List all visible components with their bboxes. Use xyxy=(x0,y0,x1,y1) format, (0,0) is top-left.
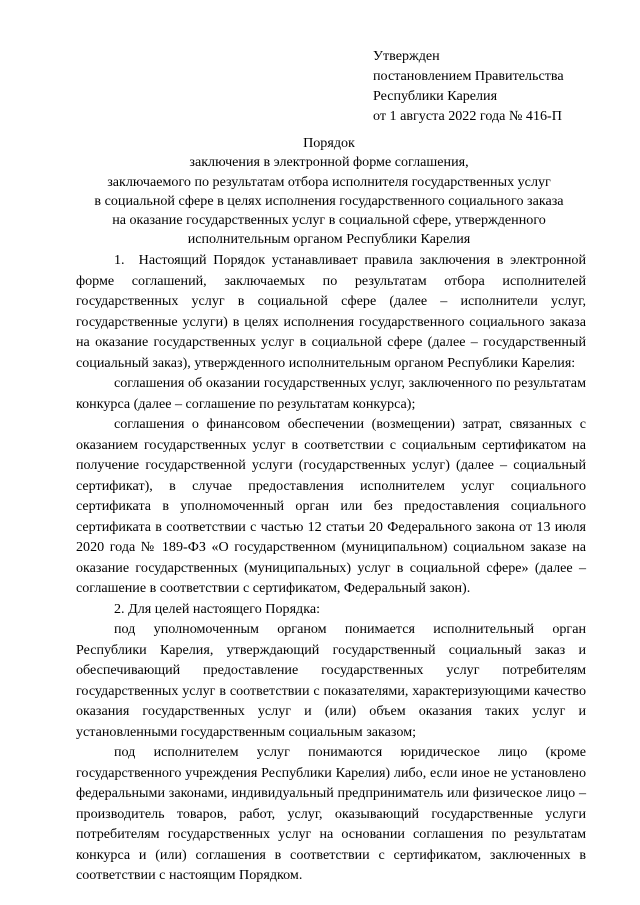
approval-line-date-number: от 1 августа 2022 года № 416-П xyxy=(373,108,562,124)
document-body xyxy=(76,250,586,886)
paragraph-service-provider: под исполнителем услуг понимаются юридическое лицо (кроме государственного учреждения Республики Карелия) либо, если иное не установлено федеральными законами, индивидуальный предприниматель или физическое лицо – производитель товаров, работ, услуг, оказывающий государственные услуги потребителям государственных услуг на основании соглашения по результатам конкурса и (или) соглашения в соответствии с сертификатом, заключенных в соответствии с настоящим Порядком. xyxy=(76,744,586,883)
approval-block xyxy=(373,46,564,126)
title-line: заключения в электронной форме соглашения, xyxy=(189,154,469,171)
paragraph-2: 2. Для целей настоящего Порядка: xyxy=(114,600,321,617)
paragraph-authorized-body: под уполномоченным органом понимается исполнительный орган Республики Карелия, утверждающий государственный социальный заказ и обеспечивающий предоставление государственных услуг потребителям государственных услуг в соответствии с показателями, характеризующими качество оказания государственных услуг и (или) объем оказания таких услуг и установленными государственным социальным заказом; xyxy=(76,621,586,740)
approval-line-approved: Утвержден xyxy=(373,48,440,64)
title-line: заключаемого по результатам отбора исполнителя государственных услуг xyxy=(107,173,551,190)
title-line: Порядок xyxy=(303,135,355,151)
approval-line-resolution: постановлением Правительства xyxy=(373,68,564,84)
paragraph-1: 1. Настоящий Порядок устанавливает правила заключения в электронной форме соглашений, заключаемых по результатам отбора исполнителей государственных услуг в социальной сфере (далее – исполнители услуг, государственные услуги) в целях исполнения государственного социального заказа на оказание государственных услуг в социальной сфере (далее – государственный социальный заказ), утвержденного исполнительным органом Республики Карелия: xyxy=(76,252,586,371)
title-line: в социальной сфере в целях исполнения государственного социального заказа xyxy=(94,192,564,209)
document-title xyxy=(40,134,618,250)
paragraph-contest-agreement: соглашения об оказании государственных услуг, заключенного по результатам конкурса (далее – соглашение по результатам конкурса); xyxy=(76,375,586,412)
title-line: исполнительным органом Республики Карелия xyxy=(187,231,471,248)
approval-line-republic: Республики Карелия xyxy=(373,88,498,104)
title-line: на оказание государственных услуг в социальной сфере, утвержденного xyxy=(112,212,546,229)
paragraph-certificate-agreement: соглашения о финансовом обеспечении (возмещении) затрат, связанных с оказанием государственных услуг в соответствии с социальным сертификатом на получение государственной услуги (государственных услуг) (далее – социальный сертификат), в случае предоставления исполнителем услуг социального сертификата в уполномоченный орган или без предоставления социального сертификата в соответствии с частью 12 статьи 20 Федерального закона от 13 июля 2020 года № 189-ФЗ «О государственном (муниципальном) социальном заказе на оказание государственных (муниципальных) услуг в социальной сфере» (далее – соглашение в соответствии с сертификатом, Федеральный закон). xyxy=(76,416,586,596)
